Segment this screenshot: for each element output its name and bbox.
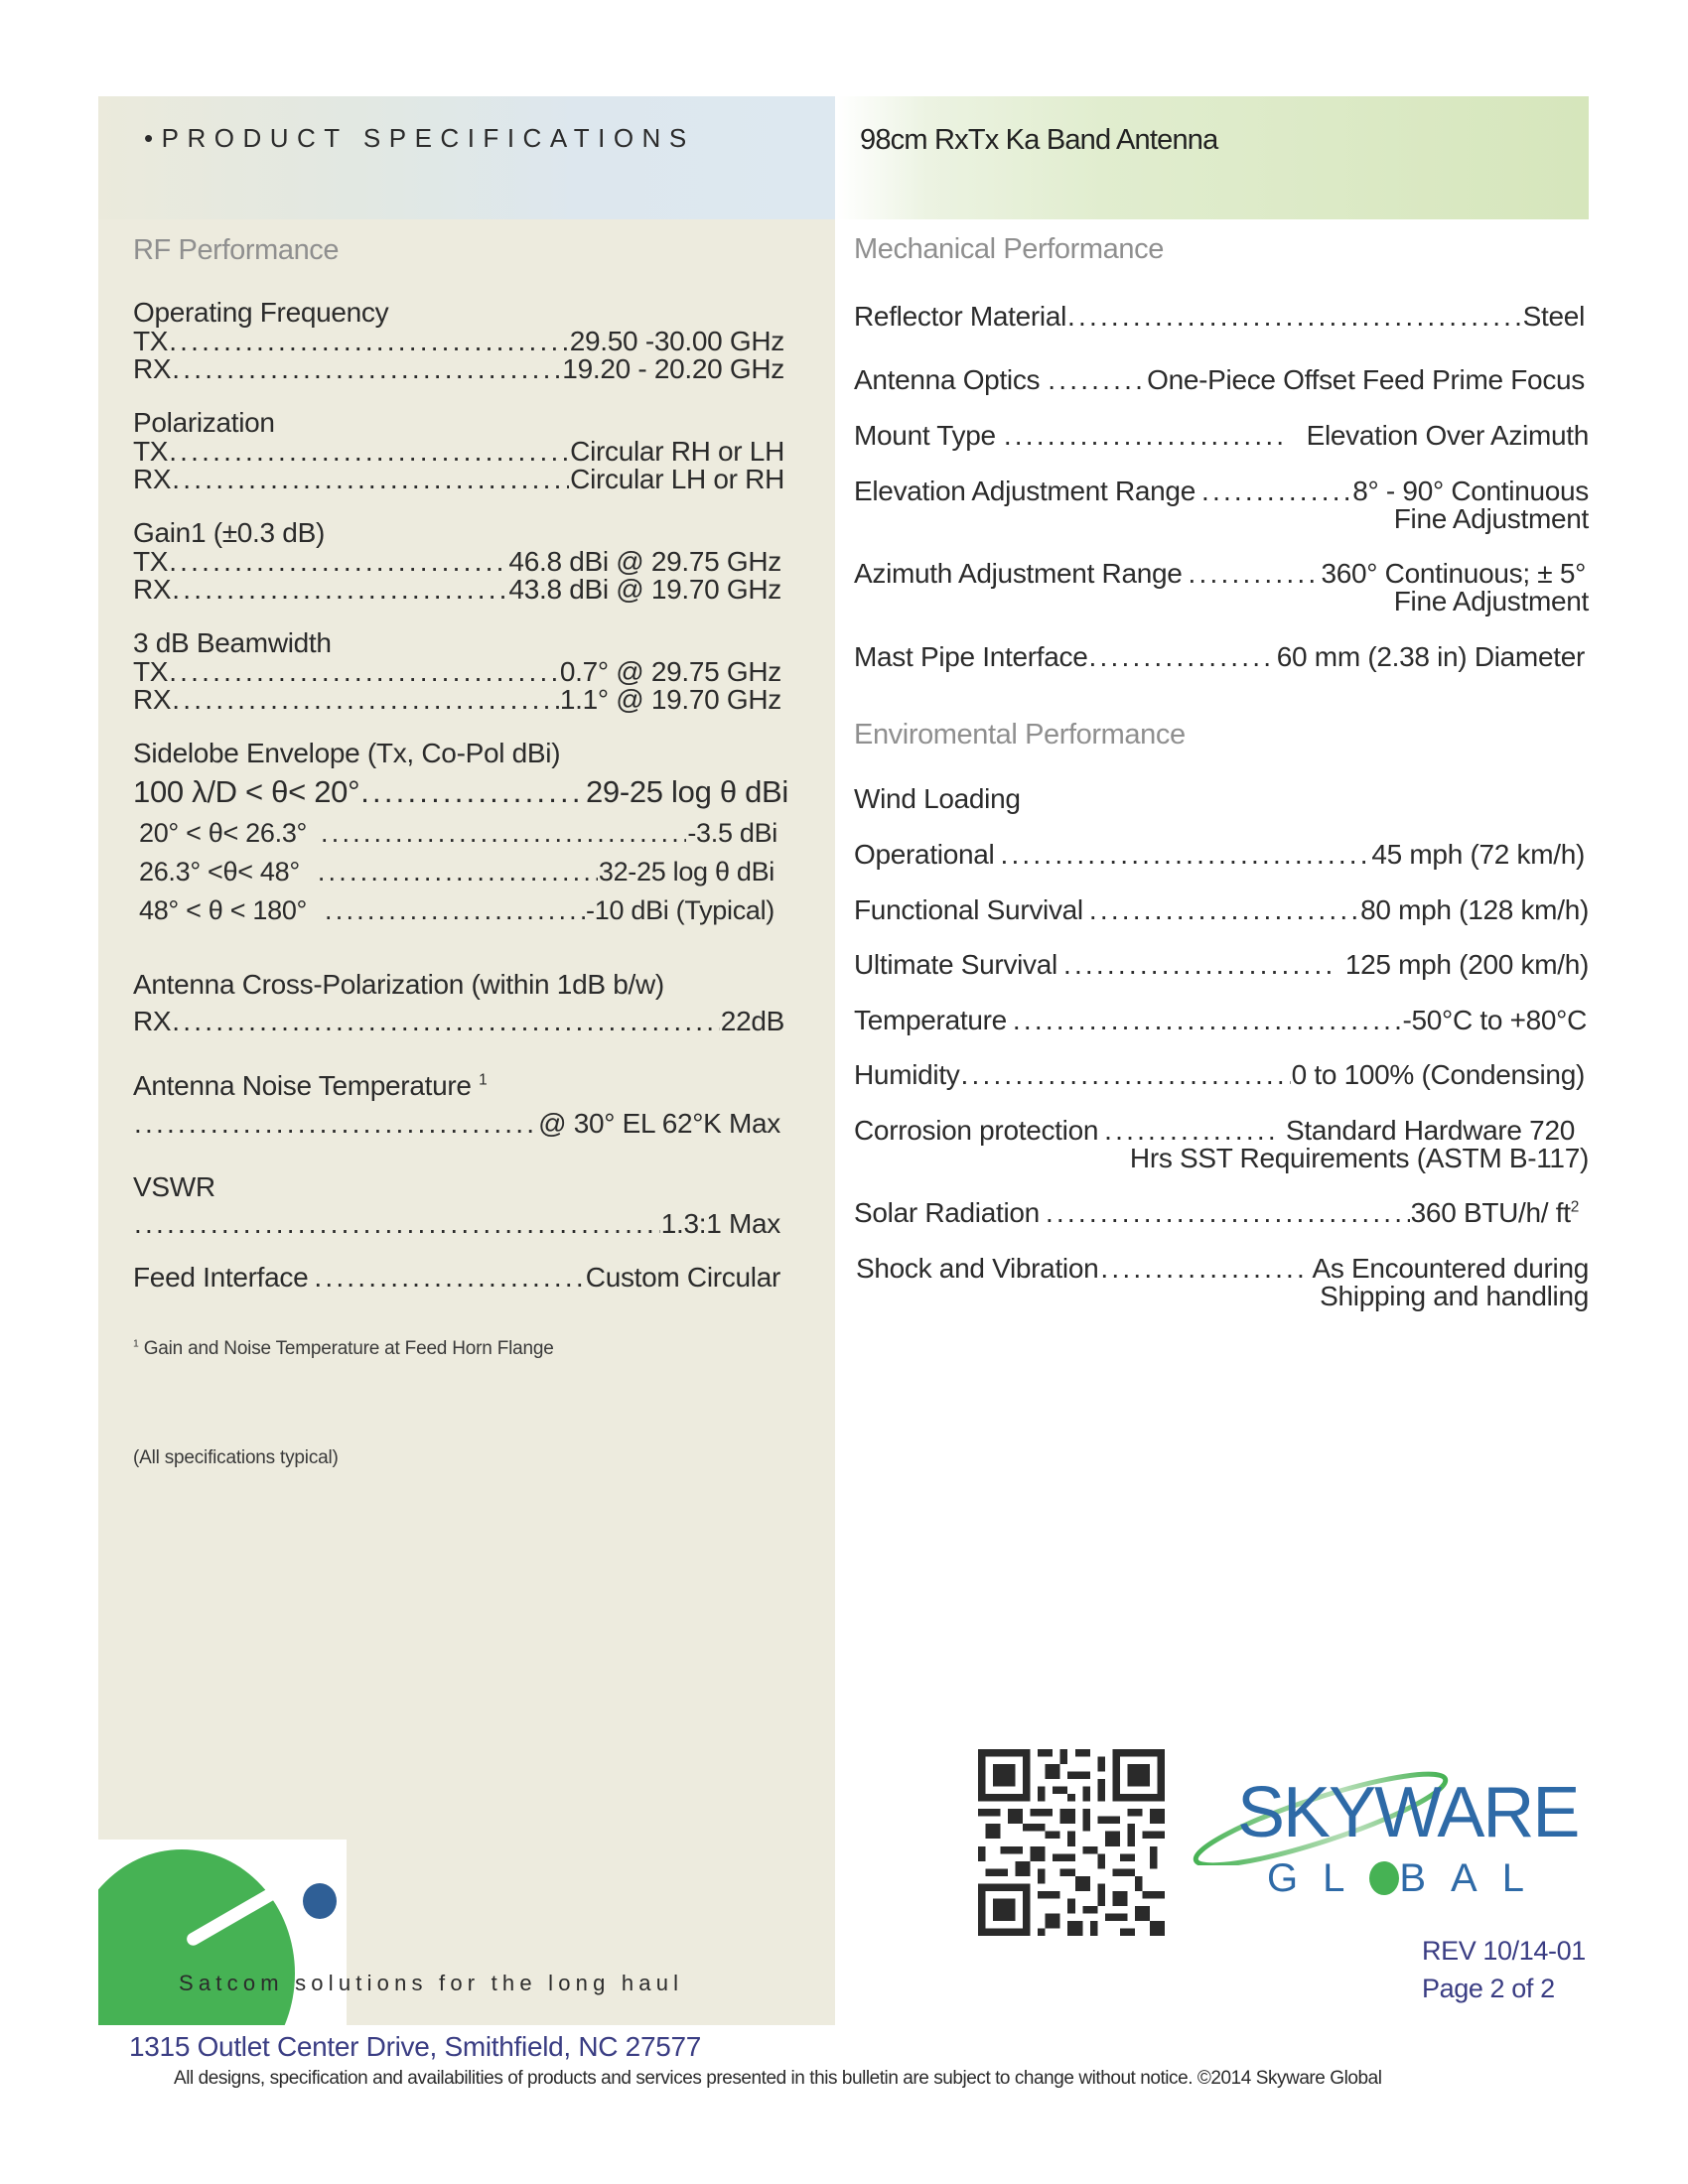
polarization-title: Polarization: [133, 407, 275, 438]
polarization-rx-row: [133, 465, 784, 494]
spec-value: 125 mph (200 km/h): [1344, 949, 1589, 980]
spec-label: Functional Survival: [854, 894, 1083, 925]
spec-label: TX: [133, 656, 169, 687]
spec-label: Elevation Adjustment Range: [854, 476, 1196, 506]
leader-dots: [1046, 1198, 1410, 1228]
spec-label: Operational: [854, 839, 995, 870]
satcom-logo: [98, 1840, 347, 2025]
brand-wordmark-skyware: SKYWARE: [1237, 1773, 1579, 1852]
spec-value: @ 30° EL 62°K Max: [538, 1108, 780, 1139]
spec-value: 43.8 dBi @ 19.70 GHz: [508, 574, 781, 605]
leader-dots: [961, 1060, 1291, 1090]
spec-value: Standard Hardware 720: [1286, 1115, 1575, 1146]
antenna-optics-row: [854, 365, 1585, 395]
qr-code-icon[interactable]: [978, 1749, 1165, 1936]
footnote-text: Gain and Noise Temperature at Feed Horn Flange: [143, 1338, 554, 1359]
wind-loading-title: Wind Loading: [854, 783, 1021, 814]
gain-tx-row: [133, 547, 781, 577]
spec-label: Azimuth Adjustment Range: [854, 558, 1183, 589]
operating-frequency-title: Operating Frequency: [133, 297, 389, 328]
shock-vibration-row: [856, 1254, 1589, 1284]
leader-dots: [314, 1263, 584, 1293]
leader-dots: [1089, 895, 1359, 925]
spec-value: As Encountered during: [1312, 1253, 1589, 1284]
reflector-material-row: [854, 302, 1585, 332]
spec-value: Custom Circular: [585, 1262, 780, 1293]
superscript-2: 2: [1570, 1198, 1579, 1216]
beamwidth-tx-row: [133, 657, 781, 687]
solar-radiation-value: 360 BTU/h/ ft: [1410, 1197, 1571, 1228]
beamwidth-title: 3 dB Beamwidth: [133, 627, 332, 658]
green-globe-icon: [1369, 1861, 1399, 1895]
azimuth-adjustment-continued: Fine Adjustment: [1393, 586, 1589, 616]
functional-survival-row: [854, 895, 1589, 925]
beamwidth-rx-row: [133, 685, 781, 715]
noise-temperature-row: [133, 1109, 780, 1139]
spec-label: TX: [133, 326, 169, 356]
leader-dots: [172, 465, 569, 494]
leader-dots: [169, 327, 569, 356]
spec-value: -50°C to +80°C: [1402, 1005, 1587, 1035]
cross-polarization-rx-row: [133, 1007, 784, 1036]
spec-value: 1.1° @ 19.70 GHz: [559, 684, 781, 715]
noise-temperature-label: Antenna Noise Temperature: [133, 1070, 472, 1101]
spec-value: Circular RH or LH: [570, 436, 784, 467]
spec-label: Feed Interface: [133, 1262, 309, 1293]
sidelobe-row: [139, 895, 774, 925]
spec-value: 8° - 90° Continuous: [1352, 476, 1589, 506]
vswr-row: [133, 1209, 780, 1239]
spec-label: Reflector Material: [854, 301, 1067, 332]
spec-value: 29.50 -30.00 GHz: [569, 326, 784, 356]
footnote-marker: 1: [133, 1338, 139, 1350]
spec-value: One-Piece Offset Feed Prime Focus: [1147, 364, 1585, 395]
azimuth-adjustment-row: [854, 559, 1586, 589]
elevation-adjustment-row: [854, 477, 1589, 506]
spec-value: 19.20 - 20.20 GHz: [562, 353, 784, 384]
company-address: 1315 Outlet Center Drive, Smithfield, NC 27577: [129, 2031, 702, 2062]
corrosion-protection-row: [854, 1116, 1575, 1146]
all-specifications-typical-note: (All specifications typical): [133, 1447, 339, 1468]
brand-wordmark-global: [1267, 1856, 1549, 1901]
spec-label: 20° < θ< 26.3°: [139, 818, 308, 848]
revision-label: REV 10/14-01: [1422, 1936, 1586, 1966]
spec-value: 32-25 log θ dBi: [598, 857, 774, 887]
page-number: Page 2 of 2: [1422, 1974, 1555, 2003]
blue-satellite-dot: [303, 1883, 337, 1919]
sidelobe-envelope-title: Sidelobe Envelope (Tx, Co-Pol dBi): [133, 738, 561, 768]
leader-dots: [318, 857, 598, 887]
spec-label: RX: [133, 684, 172, 715]
sidelobe-row: [139, 857, 774, 887]
leader-dots: [169, 547, 507, 577]
shock-vibration-continued: Shipping and handling: [1320, 1281, 1589, 1311]
ultimate-survival-row: [854, 950, 1589, 980]
tagline: Satcom solutions for the long haul: [179, 1971, 684, 1995]
spec-label: Mast Pipe Interface: [854, 641, 1088, 672]
rf-performance-heading: RF Performance: [133, 234, 340, 266]
mast-pipe-interface-row: [854, 642, 1585, 672]
spec-label: Antenna Optics: [854, 364, 1041, 395]
leader-dots: [1048, 365, 1146, 395]
gain-footnote: [133, 1338, 554, 1360]
gain-rx-row: [133, 575, 781, 605]
leader-dots: [1104, 1116, 1278, 1146]
right-header-band: [837, 96, 1589, 219]
solar-radiation-row: [854, 1198, 1579, 1228]
product-name-title: 98cm RxTx Ka Band Antenna: [860, 124, 1218, 156]
left-panel-background: [98, 96, 835, 2025]
gain-title: Gain1 (±0.3 dB): [133, 517, 325, 548]
operating-frequency-rx-row: [133, 354, 784, 384]
spec-value: 22dB: [720, 1006, 784, 1036]
spec-label: Humidity: [854, 1059, 960, 1090]
leader-dots: [1189, 559, 1321, 589]
spec-label: RX: [133, 464, 172, 494]
leader-dots: [1089, 642, 1276, 672]
spec-value: -3.5 dBi: [687, 818, 777, 848]
leader-dots: [1100, 1254, 1306, 1284]
spec-label: TX: [133, 436, 169, 467]
spec-label: Solar Radiation: [854, 1197, 1040, 1228]
corrosion-protection-continued: Hrs SST Requirements (ASTM B-117): [1129, 1143, 1589, 1173]
sidelobe-row: [133, 774, 788, 809]
operating-frequency-tx-row: [133, 327, 784, 356]
spec-value: 46.8 dBi @ 29.75 GHz: [508, 546, 781, 577]
humidity-row: [854, 1060, 1585, 1090]
leader-dots: [1201, 477, 1351, 506]
leader-dots: [325, 895, 585, 925]
leader-dots: [134, 1209, 660, 1239]
leader-dots: [169, 437, 569, 467]
spec-value: 0.7° @ 29.75 GHz: [559, 656, 781, 687]
polarization-tx-row: [133, 437, 784, 467]
leader-dots: [1004, 421, 1289, 451]
elevation-adjustment-continued: Fine Adjustment: [1393, 503, 1589, 534]
spec-label: TX: [133, 546, 169, 577]
spec-value: Elevation Over Azimuth: [1306, 420, 1589, 451]
spec-label: Mount Type: [854, 420, 996, 451]
leader-dots: [1013, 1006, 1402, 1035]
spec-label: Temperature: [854, 1005, 1007, 1035]
sidelobe-row: [139, 818, 777, 848]
mount-type-row: [854, 421, 1589, 451]
spec-value: 360° Continuous; ± 5°: [1321, 558, 1586, 589]
spec-value: 29-25 log θ dBi: [585, 774, 788, 809]
spec-value: -10 dBi (Typical): [586, 895, 774, 925]
spec-value: 1.3:1 Max: [660, 1208, 780, 1239]
brand-global-prefix: GL: [1267, 1856, 1370, 1900]
leader-dots: [1063, 950, 1337, 980]
temperature-row: [854, 1006, 1587, 1035]
mechanical-performance-heading: Mechanical Performance: [854, 233, 1164, 265]
spec-label: 48° < θ < 180°: [139, 895, 308, 925]
spec-label: RX: [133, 1006, 172, 1036]
leader-dots: [1067, 302, 1522, 332]
brand-global-suffix: BAL: [1399, 1856, 1549, 1900]
spec-value: Steel: [1522, 301, 1585, 332]
operational-wind-row: [854, 840, 1585, 870]
environmental-performance-heading: Enviromental Performance: [854, 719, 1186, 751]
leader-dots: [134, 1109, 537, 1139]
footnote-marker: 1: [479, 1071, 488, 1089]
spec-value: 0 to 100% (Condensing): [1291, 1059, 1585, 1090]
leader-dots: [172, 575, 507, 605]
spec-label: Shock and Vibration: [856, 1253, 1099, 1284]
feed-interface-row: [133, 1263, 780, 1293]
spec-label: 100 λ/D < θ< 20°: [133, 774, 360, 809]
spec-value: 80 mph (128 km/h): [1360, 894, 1589, 925]
spec-value: [1411, 1198, 1579, 1228]
leader-dots: [1000, 840, 1370, 870]
leader-dots: [172, 685, 559, 715]
leader-dots: [321, 818, 686, 848]
noise-temperature-title: [133, 1070, 487, 1102]
product-specifications-title: •PRODUCT SPECIFICATIONS: [144, 123, 695, 153]
skyware-global-logo: [1190, 1752, 1597, 1901]
leader-dots: [172, 354, 561, 384]
spec-value: Circular LH or RH: [570, 464, 784, 494]
spec-label: RX: [133, 353, 172, 384]
spec-label: RX: [133, 574, 172, 605]
spec-value: 60 mm (2.38 in) Diameter: [1276, 641, 1585, 672]
vswr-title: VSWR: [133, 1171, 215, 1202]
cross-polarization-title: Antenna Cross-Polarization (within 1dB b/w): [133, 969, 664, 1000]
leader-dots: [360, 777, 585, 807]
spec-label: 26.3° <θ< 48°: [139, 857, 300, 887]
spec-label: Corrosion protection: [854, 1115, 1099, 1146]
legal-disclaimer: All designs, specification and availabilities of products and services presented in this bulletin are subject to change without notice. ©2014 Skyware Global: [174, 2068, 1382, 2089]
spec-value: 45 mph (72 km/h): [1371, 839, 1585, 870]
spec-label: Ultimate Survival: [854, 949, 1057, 980]
leader-dots: [172, 1007, 720, 1036]
left-header-band: [98, 96, 835, 219]
leader-dots: [169, 657, 559, 687]
